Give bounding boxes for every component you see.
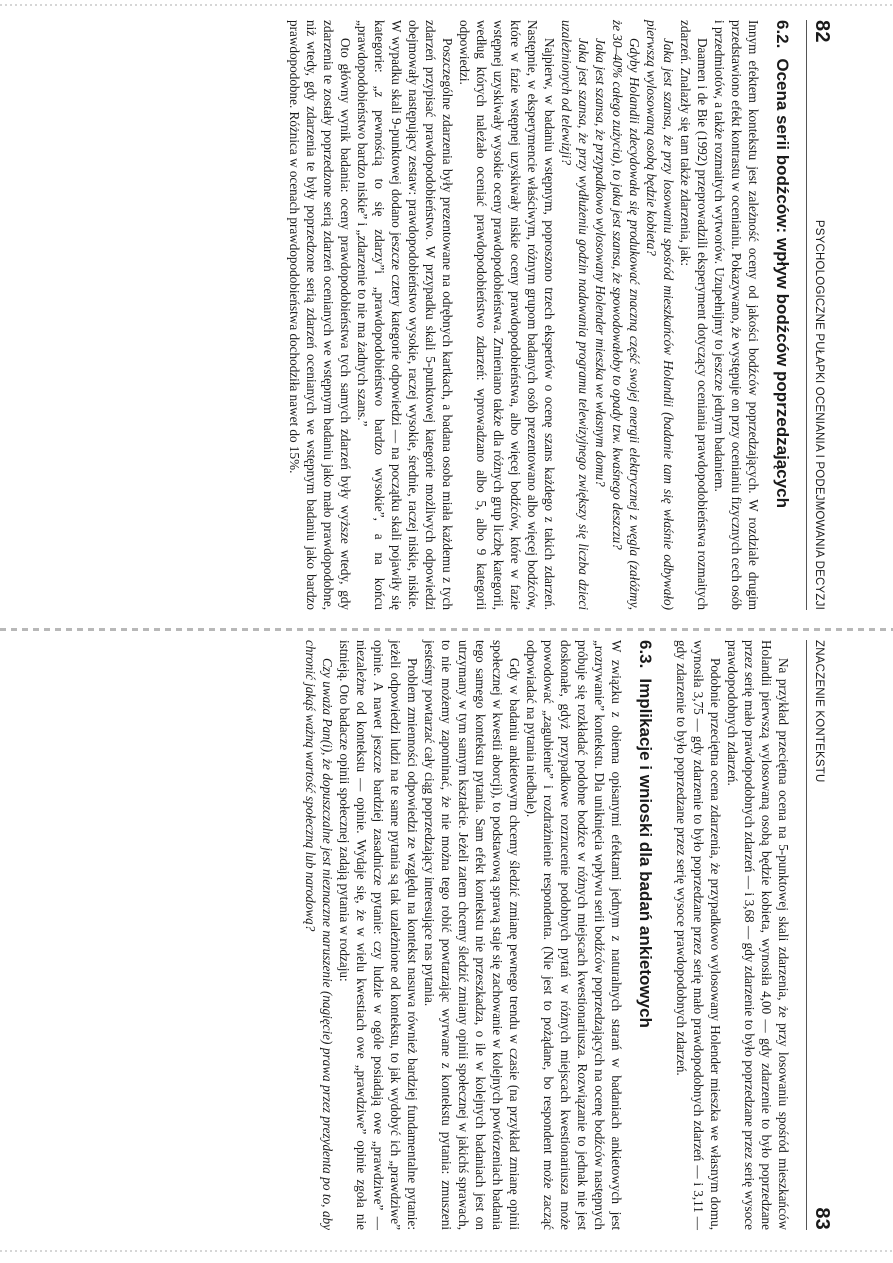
paragraph: Poszczególne zdarzenia były prezentowane na odrębnych kartkach, a badana osoba miała każdemu z tych zdarzeń przypisać prawdopodobieństwo. W przypadku skali 5-punktowej kategorie możliwych odpowiedzi obejmowały następujący zestaw: prawdopodobieństwo wysokie, raczej wysokie, średnie, raczej niskie, niskie. W wypadku skali 9-punktowej dodano jeszcze cztery kategorie odpowiedzi — na początku skali pojawiły się kategorie: „z pewnością to się zdarzy”i „prawdopodobieństwo bardzo wysokie”, a na końcu „prawdopodobieństwo bardzo niskie” i „zdarzenie to nie ma żadnych szans.” — [355, 20, 455, 610]
section-heading-6-3 — [635, 640, 655, 1230]
running-head-title: PSYCHOLOGICZNE PUŁAPKI OCENIANIA I PODEJMOWANIA DECYZJI — [813, 219, 825, 610]
running-head-82 — [806, 20, 833, 610]
quote-item: Jaka jest szansa, że przypadkowo wylosowany Holender mieszka we własnym domu? — [593, 38, 608, 487]
scan-edge-top — [0, 4, 893, 6]
page-82 — [70, 20, 833, 610]
quote-item: Jaka jest szansa, że przy losowaniu spośród mieszkańców Holandii (badanie tam się właśnie odbywało) pierwszą wylosowaną osobą będzie kobieta? — [644, 20, 676, 610]
paragraph: Problem zmienności odpowiedzi ze względu na kontekst nasuwa również bardziej fundamentalne pytanie: jeżeli odpowiedzi ludzi na te same pytania są tak uzależnione od kontekstu, to jak wydobyć ich „prawdziwe” opinie. A nawet jeszcze bardziej zasadnicze pytanie: czy ludzie w ogóle posiadają owe „prawdziwe” — niezależne od kontekstu — opinie. Wydaje się, że w wielu kwestiach owe „prawdziwe” opinie zgoła nie istnieją. Oto badacze opinii społecznej zadają pytania w rodzaju: — [337, 640, 420, 1230]
paragraph: Najpierw, w badaniu wstępnym, poproszono trzech ekspertów o ocenę szans każdego z takich zdarzeń. Następnie, w eksperymencie właściwym, różnym grupom badanych osób prezentowano albo więcej bodźców, które w fazie wstępnej uzyskiwały niskie oceny prawdopodobieństwa, albo więcej bodźców, które w fazie wstępnej uzyskiwały wysokie oceny prawdopodobieństwa. Zmieniano także dla różnych grup liczbę kategorii, według których należało oceniać prawdopodobieństwo zdarzeń: wprowadzano albo 5, albo 9 kategorii odpowiedzi. — [457, 20, 557, 610]
scan-edge-bottom — [0, 1250, 893, 1252]
section-heading-6-2 — [772, 20, 792, 610]
page-number: 82 — [811, 20, 833, 43]
running-head-83 — [806, 640, 833, 1230]
quote-item: Jaka jest szansa, że przy wydłużeniu godzin nadawania programu telewizyjnego zwiększy się liczba dzieci uzależnionych od telewizji? — [559, 20, 591, 610]
page-number: 83 — [811, 1207, 833, 1230]
quote-item: Czy uważa Pan(i), że dopuszczalne jest nieznaczne naruszenie (nagięcie) prawa przez prezydenta po to, aby chronić jakąś ważną wartość społeczną lub narodową? — [303, 640, 335, 1230]
paragraph: Gdy w badaniu ankietowym chcemy śledzić zmianę pewnego trendu w czasie (na przykład zmianę opinii społecznej w kwestii aborcji), to podstawową sprawą staje się zachowanie w kolejnych powtórzeniach badania tego samego kontekstu pytania. Sam efekt kontekstu nie przeszkadza, o ile w kolejnych badaniach jest on utrzymany w tym samym kształcie. Jeżeli zatem chcemy śledzić zmiany opinii społecznej w jakichś sprawach, to nie możemy zapominać, że nie można tego robić powtarzając wyrwane z kontekstu pytania: zmuszeni jesteśmy powtarzać cały ciąg poprzedzający interesujące nas pytania. — [422, 640, 522, 1230]
section-number: 6.3. — [636, 640, 655, 669]
paragraph: Podobnie przeciętna ocena zdarzenia, że przypadkowo wylosowany Holender mieszka we własnym domu, wynosiła 3,75 — gdy zdarzenie to było poprzedzane przez serię mało prawdopodobnych zdarzeń — i 3,11 — gdy zdarzenie to było poprzedzane przez serię wysoce prawdopodobnych zdarzeń. — [674, 640, 723, 1230]
running-head-title: ZNACZENIE KONTEKSTU — [813, 640, 825, 783]
paragraph: Na przykład przeciętna ocena na 5-punktowej skali zdarzenia, że przy losowaniu spośród mieszkańców Holandii pierwszą wylosowaną osobą będzie kobieta, wynosiła 4,00 — gdy zdarzenie to było poprzedzane przez serię mało prawdopodobnych zdarzeń — i 3,68 — gdy zdarzenie to było poprzedzane przez serię wysoce prawdopodobnych zdarzeń. — [725, 640, 791, 1230]
section-number: 6.2. — [773, 20, 792, 49]
paragraph: Daamen i de Bie (1992) przeprowadzili eksperyment dotyczący oceniania prawdopodobieństwa rozmaitych zdarzeń. Znalazły się tam także zdarzenia, jak: — [678, 20, 710, 610]
quote-item: Gdyby Holandii zdecydowała się produkować znaczną część swojej energii elektrycznej z węgla (załóżmy, że 30–40% całego zużycia), to jaka jest szansa, że spowodowałoby to opady tzw. kwaśnego deszczu? — [610, 20, 642, 610]
paragraph: W związku z obiema opisanymi efektami jednym z naturalnych starań w badaniach ankietowych jest „rozrywanie” kontekstu. Dla uniknięcia wpływu serii bodźców poprzedzających na ocenę bodźców następnych próbuje się rozkładać podobne bodźce w różnych miejscach kwestionariusza. Rozwiązanie to jednak nie jest doskonałe, gdyż przypadkowe rozrzucenie podobnych pytań w różnych miejscach kwestionariusza może powodować „zagubienie” i rozdrażnienie respondenta. (Nie jest to pożądane, bo respondent może zacząć odpowiadać na pytania niedbale). — [524, 640, 624, 1230]
page-fold — [0, 628, 893, 631]
page-83 — [70, 640, 833, 1230]
paragraph: Innym efektem kontekstu jest zależność oceny od jakości bodźców poprzedzających. W rozdziale drugim przedstawiono efekt kontrastu w ocenianiu. Pokazywano, że występuje on przy ocenianiu fizycznych cech osób i przedmiotów, a także rozmaitych wytworów. Uzupełnijmy to jeszcze jednym badaniem. — [712, 20, 761, 610]
section-title: Ocena serii bodźców: wpływ bodźców poprzedzających — [773, 58, 792, 509]
section-title: Implikacje i wnioski dla badań ankietowych — [636, 678, 655, 1028]
paragraph: Oto główny wynik badania: oceny prawdopodobieństwa tych samych zdarzeń były wyższe wtedy, gdy zdarzenia te zostały poprzedzone serią zdarzeń ocenianych we wstępnym badaniu jako mało prawdopodobne, niż wtedy, gdy zdarzenia te były poprzedzone serią zdarzeń ocenianych we wstępnym badaniu jako bardzo prawdopodobne. Różnica w ocenach prawdopodobieństwa dochodziła nawet do 15%. — [287, 20, 353, 610]
